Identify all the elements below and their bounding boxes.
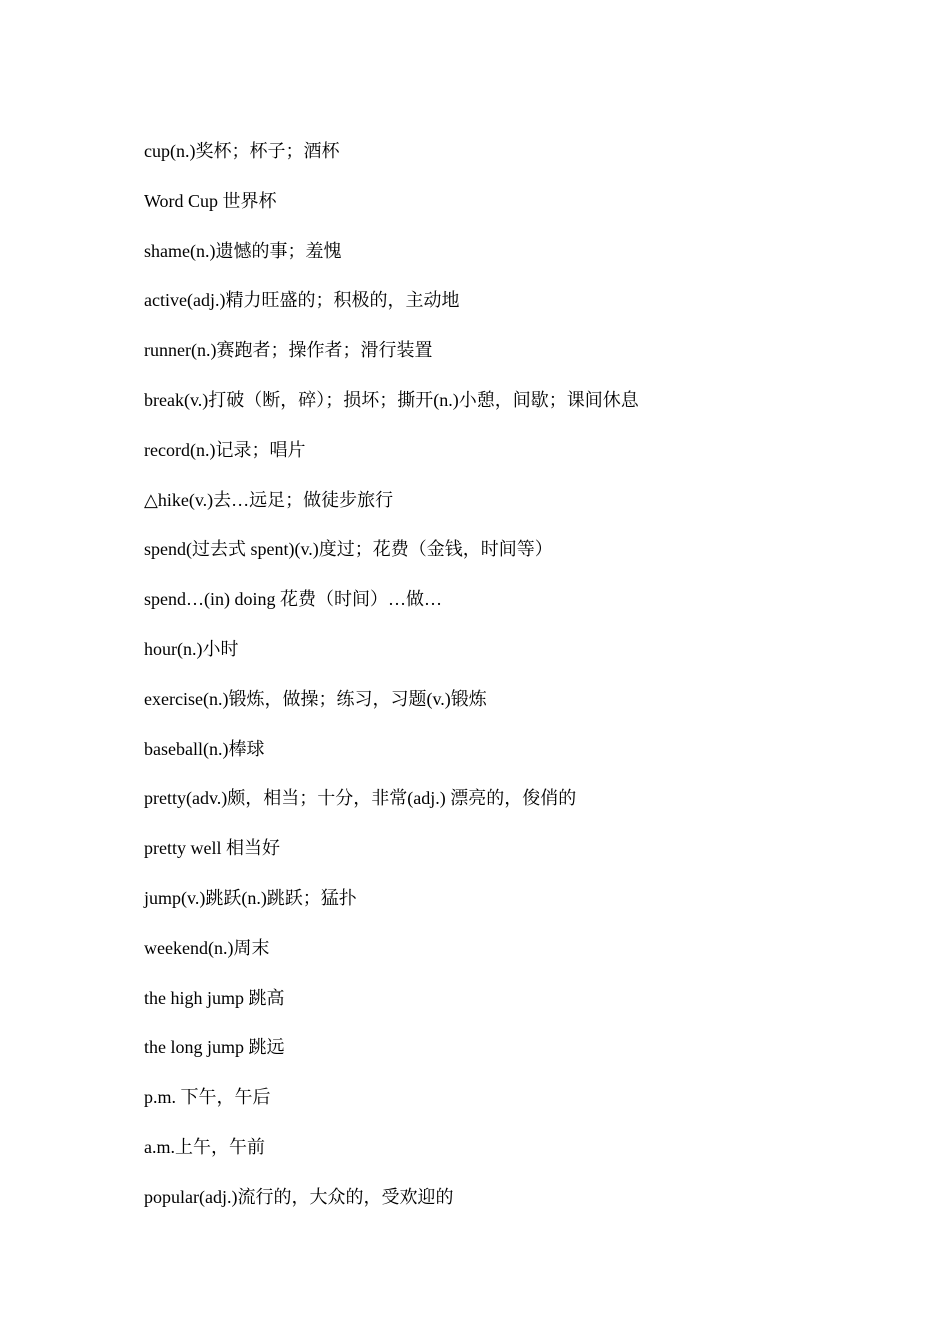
vocab-entry: △hike(v.)去…远足；做徒步旅行: [144, 489, 394, 510]
vocabulary-list: [144, 138, 639, 1234]
vocab-entry: break(v.)打破（断，碎）；损坏；撕开(n.)小憩，间歇；课间休息: [144, 389, 639, 410]
vocab-entry: spend(过去式 spent)(v.)度过；花费（金钱，时间等）: [144, 539, 553, 560]
vocab-entry: shame(n.)遗憾的事；羞愧: [144, 240, 342, 261]
vocab-entry: pretty well 相当好: [144, 838, 280, 859]
vocab-entry: p.m. 下午，午后: [144, 1087, 271, 1108]
vocab-entry: a.m.上午，午前: [144, 1136, 265, 1157]
vocab-entry: exercise(n.)锻炼，做操；练习，习题(v.)锻炼: [144, 688, 487, 709]
vocab-entry: the high jump 跳高: [144, 987, 285, 1008]
vocab-entry: weekend(n.)周末: [144, 937, 270, 958]
vocab-entry: active(adj.)精力旺盛的；积极的，主动地: [144, 290, 460, 311]
vocab-entry: Word Cup 世界杯: [144, 190, 277, 211]
vocab-entry: baseball(n.)棒球: [144, 738, 265, 759]
vocab-entry: jump(v.)跳跃(n.)跳跃；猛扑: [144, 887, 357, 908]
vocab-entry: runner(n.)赛跑者；操作者；滑行装置: [144, 340, 433, 361]
vocab-entry: record(n.)记录；唱片: [144, 439, 306, 460]
vocab-entry: pretty(adv.)颇，相当；十分，非常(adj.) 漂亮的，俊俏的: [144, 788, 577, 809]
vocab-entry: cup(n.)奖杯；杯子；酒杯: [144, 141, 340, 161]
vocab-entry: the long jump 跳远: [144, 1037, 285, 1058]
vocab-entry: spend…(in) doing 花费（时间）…做…: [144, 589, 442, 610]
vocab-entry: popular(adj.)流行的，大众的，受欢迎的: [144, 1186, 454, 1207]
vocab-entry: hour(n.)小时: [144, 638, 239, 659]
